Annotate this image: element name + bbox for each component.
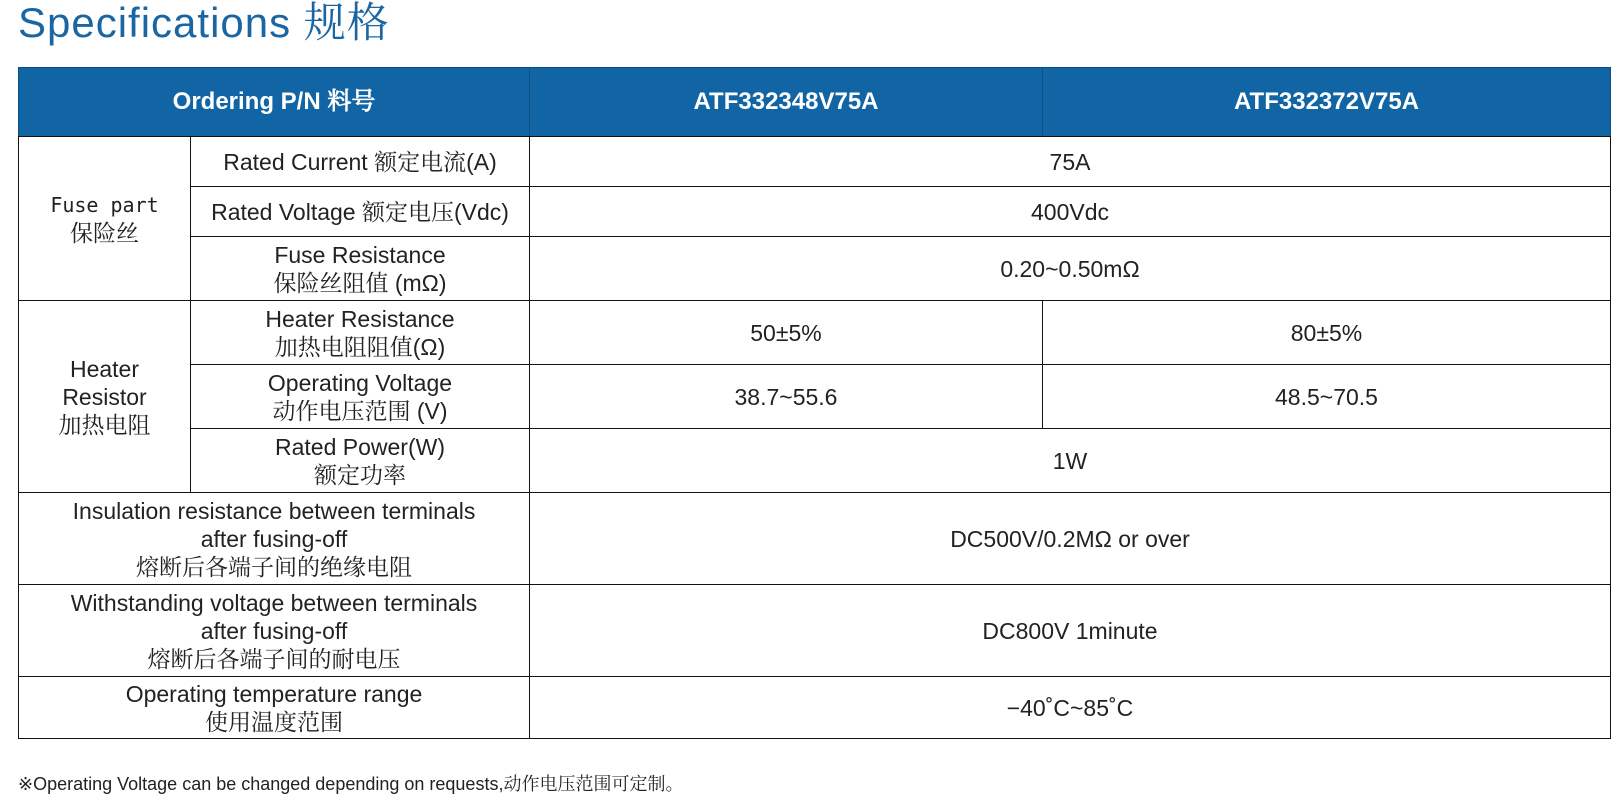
footnote: ※Operating Voltage can be changed depending on requests,动作电压范围可定制。	[18, 774, 684, 794]
insulation-label-line1: Insulation resistance between terminals	[72, 497, 476, 524]
rated-power-label-en: Rated Power(W)	[275, 433, 445, 460]
withstanding-value: DC800V 1minute	[530, 585, 1611, 677]
rated-power-label	[191, 429, 530, 493]
heater-resistance-label-cn: 加热电阻阻值(Ω)	[274, 333, 446, 360]
insulation-label-line3: 熔断后各端子间的绝缘电阻	[136, 553, 412, 580]
model-b-header: ATF332372V75A	[1043, 68, 1611, 137]
table-row	[19, 493, 1611, 585]
table-row	[19, 585, 1611, 677]
temperature-label	[19, 677, 530, 739]
model-a-header: ATF332348V75A	[530, 68, 1043, 137]
temperature-label-en: Operating temperature range	[125, 680, 423, 707]
operating-voltage-value-a: 38.7~55.6	[530, 365, 1043, 429]
rated-power-value: 1W	[530, 429, 1611, 493]
rated-voltage-value: 400Vdc	[530, 187, 1611, 237]
fuse-resistance-value: 0.20~0.50mΩ	[530, 237, 1611, 301]
specifications-table	[18, 67, 1611, 739]
rated-current-label: Rated Current 额定电流(A)	[191, 137, 530, 187]
fuse-resistance-label	[191, 237, 530, 301]
withstanding-label	[19, 585, 530, 677]
table-row	[19, 677, 1611, 739]
heater-label-line3: 加热电阻	[58, 411, 151, 438]
fuse-part-label-cn: 保险丝	[70, 219, 139, 246]
fuse-resistance-label-en: Fuse Resistance	[274, 241, 446, 268]
heater-resistance-value-a: 50±5%	[530, 301, 1043, 365]
table-row	[19, 301, 1611, 365]
ordering-pn-header: Ordering P/N 料号	[19, 68, 530, 137]
heater-label-line2: Resistor	[62, 383, 147, 410]
operating-voltage-label	[191, 365, 530, 429]
temperature-label-cn: 使用温度范围	[205, 708, 343, 735]
rated-current-value: 75A	[530, 137, 1611, 187]
table-header-row	[19, 68, 1611, 137]
page-title: Specifications 规格	[18, 0, 390, 46]
rated-power-label-cn: 额定功率	[314, 461, 406, 488]
heater-resistance-label-en: Heater Resistance	[265, 305, 455, 332]
fuse-resistance-label-cn: 保险丝阻值 (mΩ)	[273, 269, 447, 296]
table-row	[19, 137, 1611, 187]
operating-voltage-label-cn: 动作电压范围 (V)	[272, 397, 448, 424]
table-row	[19, 187, 1611, 237]
insulation-value: DC500V/0.2MΩ or over	[530, 493, 1611, 585]
heater-resistor-group-label	[19, 301, 191, 493]
table-row	[19, 429, 1611, 493]
heater-label-line1: Heater	[69, 355, 140, 382]
table-row	[19, 365, 1611, 429]
heater-resistance-value-b: 80±5%	[1043, 301, 1611, 365]
insulation-label-line2: after fusing-off	[200, 525, 348, 552]
operating-voltage-label-en: Operating Voltage	[267, 369, 453, 396]
withstanding-label-line1: Withstanding voltage between terminals	[70, 589, 478, 616]
operating-voltage-value-b: 48.5~70.5	[1043, 365, 1611, 429]
fuse-part-group-label	[19, 137, 191, 301]
withstanding-label-line2: after fusing-off	[200, 617, 348, 644]
table-row	[19, 237, 1611, 301]
heater-resistance-label	[191, 301, 530, 365]
rated-voltage-label: Rated Voltage 额定电压(Vdc)	[191, 187, 530, 237]
insulation-label	[19, 493, 530, 585]
withstanding-label-line3: 熔断后各端子间的耐电压	[147, 645, 401, 672]
fuse-part-label-en: Fuse part	[50, 192, 159, 217]
temperature-value: −40˚C~85˚C	[530, 677, 1611, 739]
